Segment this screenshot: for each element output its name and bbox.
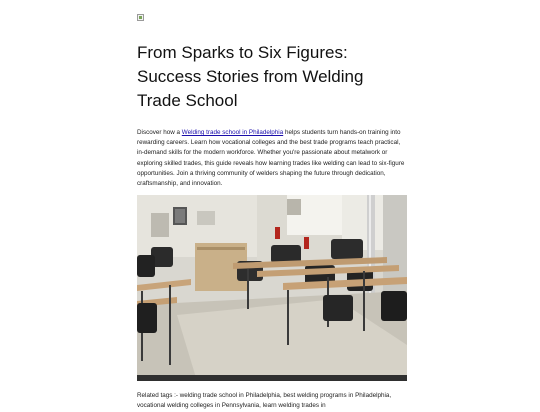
- article-title: From Sparks to Six Figures: Success Stories from Welding Trade School: [137, 43, 364, 110]
- article: [137, 14, 407, 412]
- related-tags: Related tags :- welding trade school in Philadelphia, best welding programs in Philadelphia, vocational welding colleges in Pennsylvania, learn welding trades in: [137, 392, 392, 410]
- classroom-photo: [137, 195, 407, 381]
- intro-text-before: Discover how a: [137, 129, 182, 136]
- intro-paragraph: [137, 128, 407, 189]
- welding-school-link[interactable]: Welding trade school in Philadelphia: [181, 129, 284, 136]
- intro-text-after: helps students turn hands-on training into rewarding careers. Learn how vocational colleges and the best trade programs teach practical, in-demand skills for the modern workforce. Whether you're passionate about metalwork or exploring skilled trades, this guide reveals how learning trades like welding can lead to six-figure opportunities. Join a thriving community of welders shaping the future through dedication, craftsmanship, and innovation.: [137, 129, 405, 188]
- broken-image-icon: [137, 14, 144, 21]
